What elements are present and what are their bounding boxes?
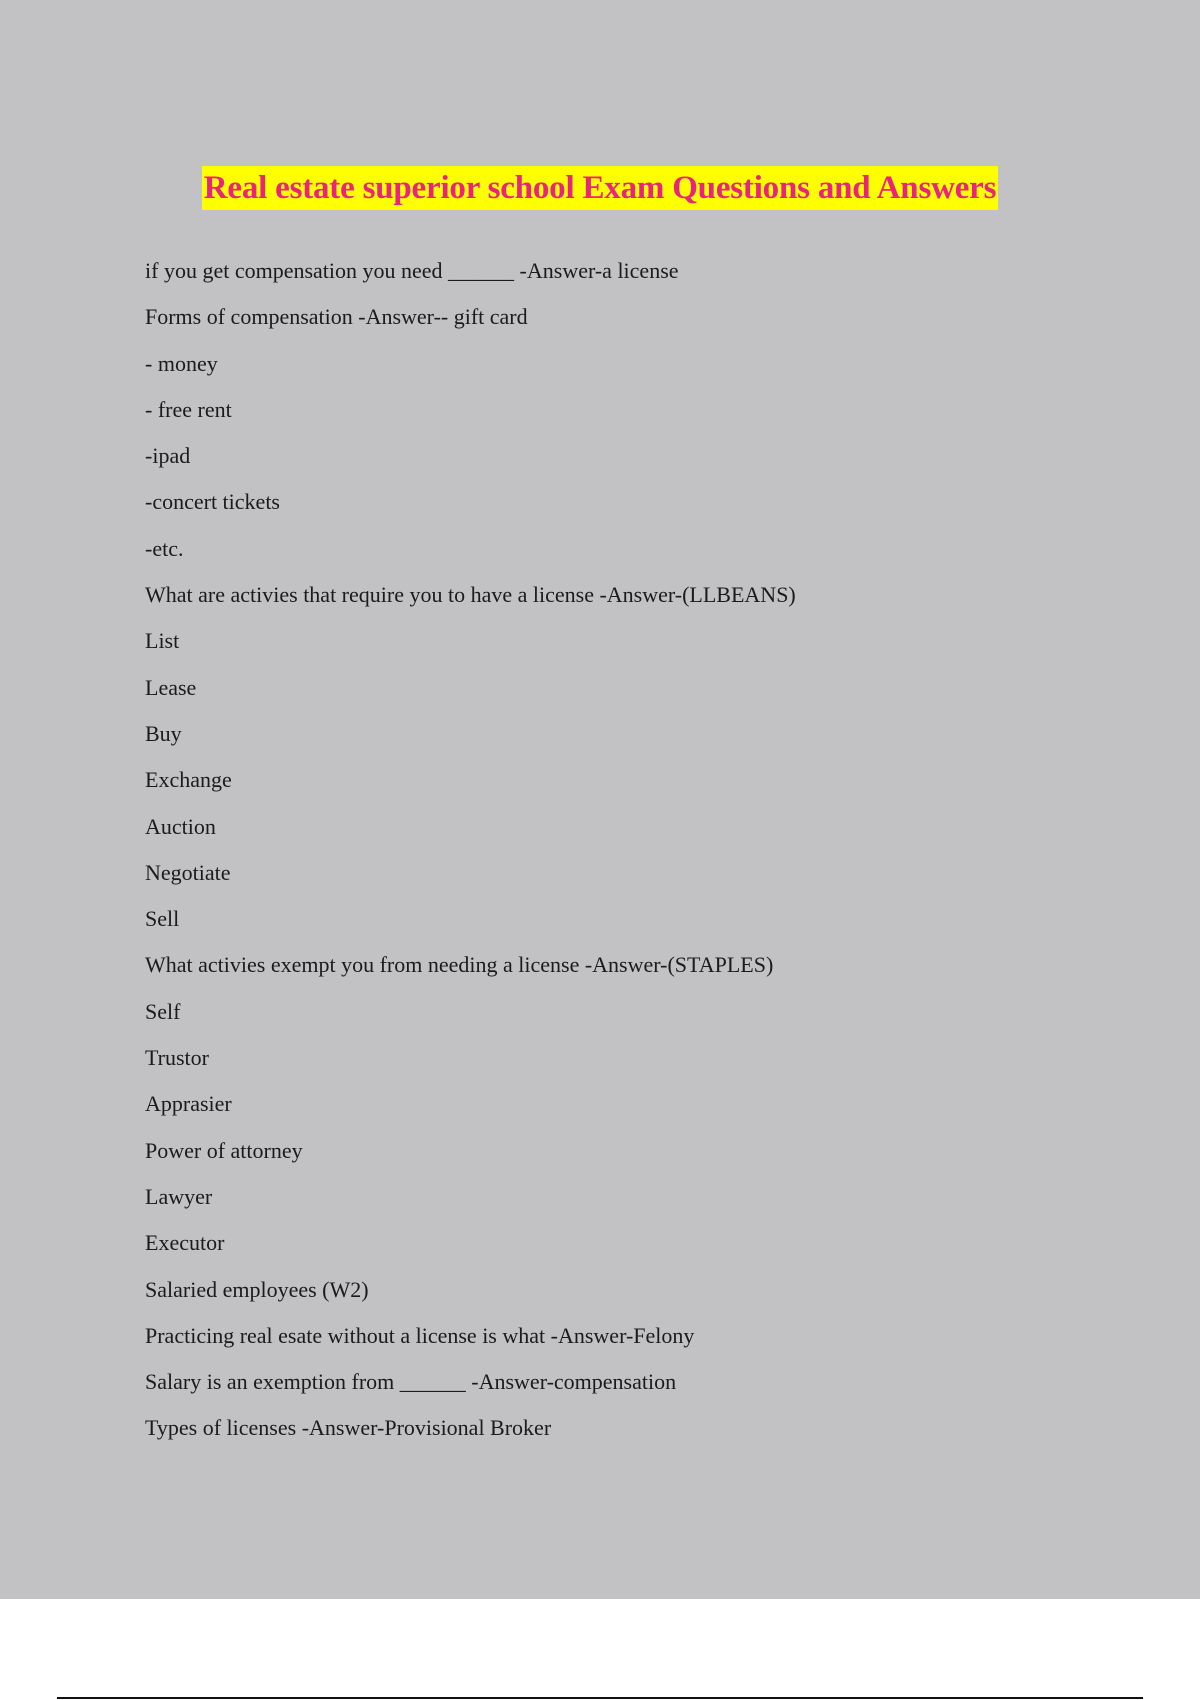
title-container <box>0 166 1200 210</box>
qa-line: - money <box>145 350 218 376</box>
qa-line: What activies exempt you from needing a license -Answer-(STAPLES) <box>145 952 774 978</box>
qa-line: Sell <box>145 906 180 932</box>
qa-line: -ipad <box>145 443 191 469</box>
qa-line: List <box>145 628 180 654</box>
qa-line: What are activies that require you to have a license -Answer-(LLBEANS) <box>145 582 796 608</box>
qa-line: Salary is an exemption from ______ -Answer-compensation <box>145 1369 677 1395</box>
qa-line: if you get compensation you need ______ -Answer-a license <box>145 258 679 283</box>
qa-line: Trustor <box>145 1045 209 1071</box>
qa-list <box>145 254 796 1458</box>
qa-line: Forms of compensation -Answer-- gift card <box>145 304 528 330</box>
qa-line: Salaried employees (W2) <box>145 1276 369 1302</box>
qa-line: -concert tickets <box>145 489 280 515</box>
qa-line: Types of licenses -Answer-Provisional Broker <box>145 1415 552 1441</box>
qa-line: -etc. <box>145 535 184 561</box>
qa-line: Buy <box>145 720 182 746</box>
qa-line: - free rent <box>145 396 232 422</box>
qa-line: Power of attorney <box>145 1137 303 1163</box>
document-title: Real estate superior school Exam Questions and Answers <box>202 166 999 210</box>
qa-line: Executor <box>145 1230 225 1256</box>
qa-line: Self <box>145 998 181 1024</box>
qa-line: Negotiate <box>145 859 231 885</box>
qa-line: Exchange <box>145 767 232 793</box>
qa-line: Apprasier <box>145 1091 232 1117</box>
qa-line: Lease <box>145 674 197 700</box>
qa-line: Practicing real esate without a license is what -Answer-Felony <box>145 1322 695 1348</box>
qa-line: Auction <box>145 813 216 839</box>
qa-line: Lawyer <box>145 1183 213 1209</box>
footer-divider <box>57 1697 1143 1699</box>
